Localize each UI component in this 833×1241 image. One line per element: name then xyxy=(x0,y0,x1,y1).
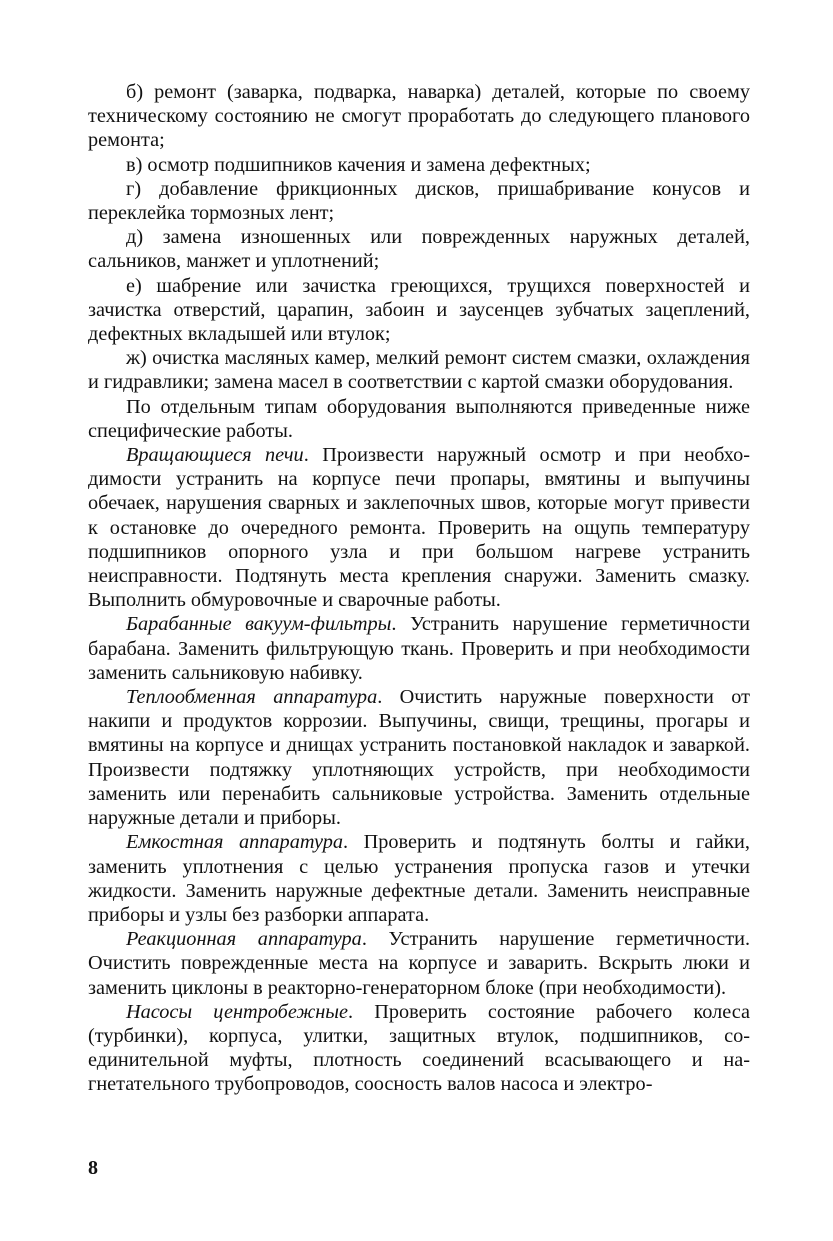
paragraph-pumps xyxy=(88,1000,750,1097)
paragraph-v xyxy=(88,153,750,177)
paragraph-reactors-text: . Устранить нарушение герметичности. Очистить поврежденные места на корпусе и заварить. Вскрыть люки и заменить циклоны в реакторно-генераторном блоке (при необходимости). xyxy=(88,928,751,999)
heading-vessels: Емкостная аппаратура xyxy=(126,831,343,854)
page-body xyxy=(88,80,750,1097)
paragraph-vessels xyxy=(88,830,750,927)
heading-heat-exchangers: Теплообменная аппаратура xyxy=(126,686,378,709)
paragraph-zh xyxy=(88,346,750,394)
paragraph-v-text: в) осмотр подшипников качения и замена дефектных; xyxy=(126,153,591,176)
paragraph-g xyxy=(88,177,750,225)
paragraph-b-text: б) ремонт (заварка, подварка, наварка) деталей, которые по своему техническому состоянию не смогут проработать до следующего планового ремонта; xyxy=(88,81,750,152)
paragraph-reactors xyxy=(88,927,750,1000)
heading-vacuum-filters: Барабанные вакуум-фильтры xyxy=(126,613,392,636)
heading-reactors: Реакционная аппаратура xyxy=(126,928,362,951)
paragraph-vacuum-filters-text: . Устранить нарушение герметичности барабана. Заменить фильтрующую ткань. Проверить и при необходимости заменить сальниковую набивку. xyxy=(88,613,750,684)
paragraph-e-text: е) шабрение или зачистка греющихся, трущихся поверхностей и зачистка отверстий, царапин, забоин и заусенцев зубчатых зацеплений, дефектных вкладышей или втулок; xyxy=(88,274,750,346)
paragraph-e xyxy=(88,274,750,347)
paragraph-vessels-text: . Проверить и подтянуть болты и гайки, заменить уплотнения с целью устранения пропуска газов и утечки жидкости. Заменить наружные дефектные детали. Заменить неисправные приборы и узлы без разборки аппарата. xyxy=(88,831,750,926)
paragraph-d-text: д) замена изношенных или поврежденных наружных деталей, сальников, манжет и уплотнений; xyxy=(88,226,750,273)
paragraph-vacuum-filters xyxy=(88,612,750,685)
paragraph-zh-text: ж) очистка масляных камер, мелкий ремонт систем смазки, охлаждения и гидравлики; замена масел в соответствии с картой смазки оборудования. xyxy=(88,347,750,394)
paragraph-b xyxy=(88,80,750,153)
heading-pumps: Насосы центробежные xyxy=(126,1000,349,1023)
heading-rotary-kilns: Вращающиеся печи xyxy=(126,444,304,467)
paragraph-rotary-kilns-text: . Произвести наружный осмотр и при необходимости устранить на корпусе печи пропары, вмятины и выпучины обечаек, нарушения сварных и заклепочных швов, которые могут привести к остановке до очередного ремонта. Проверить на ощупь температуру подшипников опорного узла и при большом нагреве устранить неисправности. Подтянуть места крепления снаружи. Заменить смазку. Выполнить обмуровочные и сварочные работы. xyxy=(88,444,750,612)
paragraph-intro xyxy=(88,395,750,443)
paragraph-rotary-kilns xyxy=(88,443,750,612)
paragraph-heat-exchangers xyxy=(88,685,750,830)
paragraph-g-text: г) добавление фрикционных дисков, пришабривание конусов и переклейка тормозных лент; xyxy=(88,177,750,225)
paragraph-intro-text: По отдельным типам оборудования выполняются приведенные ниже специфические работы. xyxy=(88,395,750,442)
page-number: 8 xyxy=(88,1157,98,1179)
paragraph-pumps-text: . Проверить состояние рабочего колеса (турбинки), корпуса, улитки, защитных втулок, подшипников, соединительной муфты, плотность соединений всасывающего и нагнетательного трубопроводов, соосность валов насоса и электро- xyxy=(88,1000,750,1096)
paragraph-heat-exchangers-text: . Очистить наружные поверхности от накипи и продуктов коррозии. Выпучины, свищи, трещины, прогары и вмятины на корпусе и днищах устранить постановкой накладок и заваркой. Произвести подтяжку уплотняющих устройств, при необходимости заменить или перенабить сальниковые устройства. Заменить отдельные наружные детали и приборы. xyxy=(88,686,750,830)
paragraph-d xyxy=(88,225,750,273)
